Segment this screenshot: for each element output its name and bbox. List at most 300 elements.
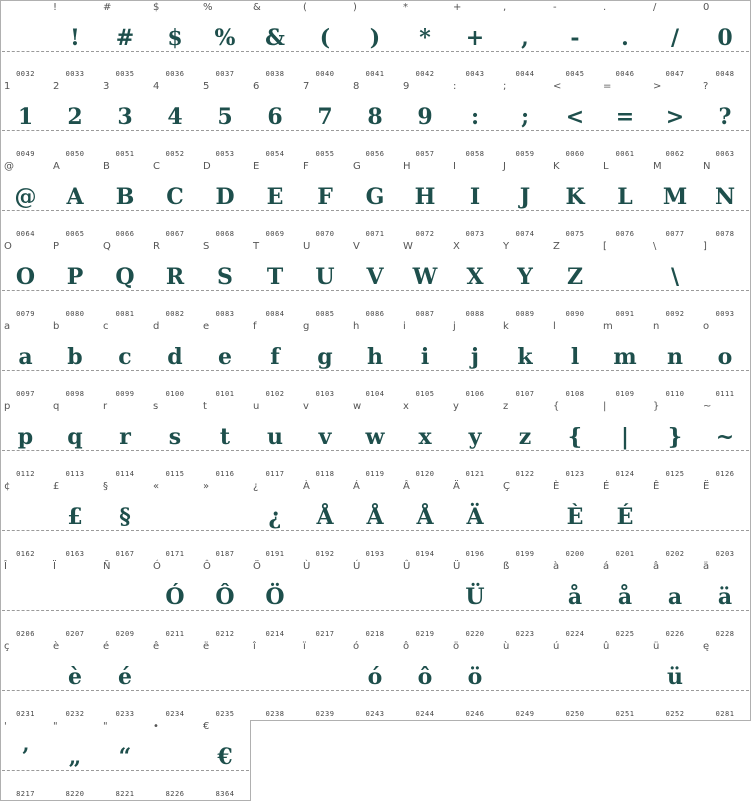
- glyph-cell: [650, 480, 701, 561]
- glyph-sample: J: [519, 184, 531, 210]
- glyph-code: 0252: [665, 710, 685, 718]
- baseline-guide: [2, 210, 49, 211]
- baseline-guide: [401, 290, 449, 291]
- glyph-cell: [350, 80, 401, 161]
- glyph-sample: “: [118, 744, 132, 770]
- glyph-sample: K: [565, 184, 585, 210]
- glyph-label: Á: [353, 481, 360, 492]
- baseline-guide: [201, 530, 249, 531]
- baseline-guide: [451, 530, 499, 531]
- glyph-label: g: [303, 321, 310, 332]
- baseline-guide: [51, 690, 99, 691]
- baseline-guide: [651, 370, 699, 371]
- baseline-guide: [51, 770, 99, 771]
- glyph-code: 0281: [715, 710, 735, 718]
- glyph-cell: [50, 400, 101, 481]
- glyph-sample: P: [66, 264, 84, 290]
- glyph-cell: [150, 560, 201, 641]
- baseline-guide: [701, 610, 749, 611]
- glyph-cell: [200, 160, 251, 241]
- baseline-guide: [351, 530, 399, 531]
- glyph-cell: [550, 0, 601, 81]
- glyph-cell: [700, 160, 751, 241]
- glyph-label: W: [403, 241, 413, 252]
- baseline-guide: [351, 51, 399, 52]
- glyph-cell: [500, 480, 551, 561]
- glyph-cell: [400, 480, 451, 561]
- glyph-sample: &: [265, 25, 285, 51]
- glyph-sample: 3: [117, 104, 133, 130]
- glyph-sample: 7: [317, 104, 333, 130]
- glyph-cell: [150, 160, 201, 241]
- glyph-code: 0070: [315, 230, 335, 238]
- baseline-guide: [251, 290, 299, 291]
- glyph-sample: o: [717, 344, 733, 370]
- baseline-guide: [501, 530, 549, 531]
- glyph-cell: [50, 720, 101, 801]
- baseline-guide: [701, 210, 749, 211]
- glyph-cell: [400, 400, 451, 481]
- glyph-code: 0071: [365, 230, 385, 238]
- glyph-sample: W: [412, 264, 438, 290]
- baseline-guide: [101, 210, 149, 211]
- glyph-sample: ): [369, 25, 381, 51]
- glyph-label: k: [503, 321, 509, 332]
- glyph-sample: ö: [467, 664, 483, 690]
- baseline-guide: [351, 290, 399, 291]
- glyph-label: *: [403, 2, 408, 13]
- glyph-label: >: [653, 81, 662, 92]
- glyph-code: 0193: [365, 550, 385, 558]
- baseline-guide: [651, 610, 699, 611]
- baseline-guide: [151, 210, 199, 211]
- glyph-sample: 6: [267, 104, 283, 130]
- glyph-sample: Ô: [215, 584, 235, 610]
- glyph-code: 0089: [515, 310, 535, 318]
- glyph-code: 0058: [465, 150, 485, 158]
- glyph-code: 0064: [16, 230, 35, 238]
- glyph-code: 0092: [665, 310, 685, 318]
- baseline-guide: [401, 51, 449, 52]
- glyph-label: C: [153, 161, 160, 172]
- glyph-sample: l: [570, 344, 580, 370]
- glyph-label: Ë: [703, 481, 710, 492]
- glyph-sample: E: [266, 184, 284, 210]
- glyph-code: 0084: [265, 310, 285, 318]
- glyph-label: È: [553, 481, 560, 492]
- glyph-cell: [350, 240, 401, 321]
- glyph-code: 0047: [665, 70, 685, 78]
- baseline-guide: [651, 51, 699, 52]
- glyph-sample: $: [167, 25, 183, 51]
- glyph-code: 0232: [65, 710, 85, 718]
- glyph-cell: [700, 320, 751, 401]
- glyph-label: Ü: [453, 561, 461, 572]
- glyph-label: ¢: [4, 481, 11, 492]
- glyph-sample: X: [466, 264, 484, 290]
- glyph-label: I: [453, 161, 456, 172]
- glyph-label: ê: [153, 641, 160, 652]
- glyph-code: 8221: [115, 790, 135, 798]
- glyph-cell: [650, 560, 701, 641]
- baseline-guide: [501, 210, 549, 211]
- glyph-cell: [50, 160, 101, 241]
- glyph-label: /: [653, 2, 657, 13]
- baseline-guide: [301, 610, 349, 611]
- glyph-cell: [200, 640, 251, 721]
- glyph-code: 0231: [16, 710, 35, 718]
- glyph-cell: [300, 80, 351, 161]
- glyph-sample: 0: [717, 25, 733, 51]
- glyph-cell: [350, 480, 401, 561]
- glyph-cell: [600, 80, 651, 161]
- glyph-code: 0203: [715, 550, 735, 558]
- glyph-code: 0112: [16, 470, 35, 478]
- glyph-sample: \: [670, 264, 680, 290]
- glyph-sample: ¿: [268, 504, 282, 530]
- glyph-code: 0209: [115, 630, 135, 638]
- glyph-label: ;: [503, 81, 507, 92]
- glyph-sample: r: [119, 424, 131, 450]
- glyph-code: 0059: [515, 150, 535, 158]
- glyph-code: 0212: [215, 630, 235, 638]
- glyph-label: ?: [703, 81, 709, 92]
- glyph-label: 1: [4, 81, 11, 92]
- glyph-code: 0191: [265, 550, 285, 558]
- glyph-sample: @: [14, 184, 37, 210]
- glyph-label: 8: [353, 81, 360, 92]
- baseline-guide: [401, 450, 449, 451]
- baseline-guide: [351, 130, 399, 131]
- glyph-sample: :: [470, 104, 480, 130]
- glyph-sample: Ü: [465, 584, 485, 610]
- baseline-guide: [101, 530, 149, 531]
- glyph-sample: O: [15, 264, 36, 290]
- glyph-cell: [500, 160, 551, 241]
- glyph-cell: [350, 640, 401, 721]
- glyph-label: T: [253, 241, 260, 252]
- glyph-label: Û: [403, 561, 411, 572]
- baseline-guide: [551, 210, 599, 211]
- glyph-label: ": [53, 721, 58, 732]
- glyph-code: 0167: [115, 550, 135, 558]
- glyph-label: -: [553, 2, 557, 13]
- glyph-label: l: [553, 321, 556, 332]
- glyph-cell: [50, 0, 101, 81]
- glyph-sample: q: [67, 424, 83, 450]
- glyph-code: 0038: [265, 70, 285, 78]
- glyph-cell: [100, 720, 151, 801]
- glyph-code: 0104: [365, 390, 385, 398]
- glyph-label: m: [603, 321, 613, 332]
- glyph-label: =: [603, 81, 612, 92]
- glyph-code: 0196: [465, 550, 485, 558]
- glyph-code: 0103: [315, 390, 335, 398]
- glyph-sample: 8: [367, 104, 383, 130]
- glyph-sample: e: [218, 344, 232, 370]
- glyph-label: P: [53, 241, 60, 252]
- glyph-sample: u: [267, 424, 283, 450]
- glyph-cell: [100, 400, 151, 481]
- glyph-code: 0076: [615, 230, 635, 238]
- glyph-sample: „: [68, 744, 82, 770]
- glyph-code: 0108: [565, 390, 585, 398]
- glyph-label: +: [453, 2, 462, 13]
- baseline-guide: [101, 370, 149, 371]
- glyph-cell: [300, 320, 351, 401]
- glyph-code: 0066: [115, 230, 135, 238]
- glyph-code: 0081: [115, 310, 135, 318]
- glyph-code: 0056: [365, 150, 385, 158]
- glyph-label: Ú: [353, 561, 361, 572]
- glyph-code: 0243: [365, 710, 385, 718]
- glyph-sample: h: [367, 344, 383, 370]
- baseline-guide: [2, 51, 49, 52]
- glyph-code: 0040: [315, 70, 335, 78]
- baseline-guide: [251, 130, 299, 131]
- baseline-guide: [401, 370, 449, 371]
- glyph-label: »: [203, 481, 210, 492]
- glyph-label: r: [103, 401, 108, 412]
- glyph-code: 0234: [165, 710, 185, 718]
- glyph-label: %: [203, 2, 213, 13]
- glyph-cell: [50, 480, 101, 561]
- glyph-cell: [600, 0, 651, 81]
- baseline-guide: [51, 130, 99, 131]
- glyph-code: 0249: [515, 710, 535, 718]
- glyph-code: 0080: [65, 310, 85, 318]
- glyph-cell: [700, 0, 751, 81]
- glyph-cell: [200, 320, 251, 401]
- glyph-label: N: [703, 161, 711, 172]
- glyph-code: 0200: [565, 550, 585, 558]
- glyph-sample: ó: [367, 664, 383, 690]
- glyph-label: 9: [403, 81, 410, 92]
- glyph-sample: H: [414, 184, 436, 210]
- glyph-code: 0067: [165, 230, 185, 238]
- glyph-code: 0051: [115, 150, 135, 158]
- baseline-guide: [301, 370, 349, 371]
- baseline-guide: [201, 130, 249, 131]
- glyph-label: S: [203, 241, 210, 252]
- glyph-sample: V: [366, 264, 384, 290]
- baseline-guide: [601, 130, 649, 131]
- glyph-code: 0121: [465, 470, 485, 478]
- baseline-guide: [201, 770, 249, 771]
- glyph-code: 0199: [515, 550, 535, 558]
- glyph-sample: x: [418, 424, 432, 450]
- glyph-cell: [550, 640, 601, 721]
- baseline-guide: [401, 530, 449, 531]
- glyph-cell: [200, 400, 251, 481]
- glyph-cell: [450, 0, 501, 81]
- glyph-sample: n: [667, 344, 683, 370]
- glyph-label: y: [453, 401, 459, 412]
- glyph-code: 0069: [265, 230, 285, 238]
- glyph-cell: [350, 320, 401, 401]
- glyph-label: K: [553, 161, 560, 172]
- baseline-guide: [701, 370, 749, 371]
- glyph-label: A: [53, 161, 60, 172]
- glyph-cell: [350, 400, 401, 481]
- glyph-code: 0120: [415, 470, 435, 478]
- glyph-label: À: [303, 481, 310, 492]
- glyph-code: 0194: [415, 550, 435, 558]
- glyph-sample: a: [667, 584, 683, 610]
- glyph-cell: [450, 640, 501, 721]
- glyph-cell: [100, 560, 151, 641]
- baseline-guide: [151, 130, 199, 131]
- glyph-cell: [600, 400, 651, 481]
- glyph-cell: [500, 640, 551, 721]
- glyph-label: û: [603, 641, 610, 652]
- glyph-code: 0122: [515, 470, 535, 478]
- glyph-code: 0043: [465, 70, 485, 78]
- glyph-code: 0046: [615, 70, 635, 78]
- baseline-guide: [651, 690, 699, 691]
- baseline-guide: [2, 370, 49, 371]
- baseline-guide: [401, 210, 449, 211]
- glyph-code: 0093: [715, 310, 735, 318]
- glyph-sample: ’: [21, 744, 30, 770]
- glyph-cell: [200, 480, 251, 561]
- glyph-label: 4: [153, 81, 160, 92]
- glyph-code: 0065: [65, 230, 85, 238]
- baseline-guide: [451, 290, 499, 291]
- glyph-code: 0041: [365, 70, 385, 78]
- glyph-label: O: [4, 241, 12, 252]
- glyph-label: 6: [253, 81, 260, 92]
- glyph-label: £: [53, 481, 60, 492]
- glyph-cell: [250, 320, 301, 401]
- glyph-sample: 2: [67, 104, 83, 130]
- glyph-sample: *: [419, 25, 431, 51]
- baseline-guide: [201, 210, 249, 211]
- glyph-label: X: [453, 241, 460, 252]
- glyph-code: 0219: [415, 630, 435, 638]
- glyph-cell: [150, 80, 201, 161]
- glyph-code: 0235: [215, 710, 235, 718]
- glyph-cell: [700, 80, 751, 161]
- glyph-cell: [450, 240, 501, 321]
- glyph-sample: j: [471, 344, 479, 370]
- glyph-sample: Å: [416, 504, 434, 530]
- baseline-guide: [501, 450, 549, 451]
- baseline-guide: [701, 290, 749, 291]
- baseline-guide: [351, 690, 399, 691]
- glyph-code: 0078: [715, 230, 735, 238]
- glyph-cell: [250, 400, 301, 481]
- glyph-code: 0224: [565, 630, 585, 638]
- glyph-label: Î: [4, 561, 7, 572]
- glyph-code: 0228: [715, 630, 735, 638]
- glyph-cell: [650, 320, 701, 401]
- glyph-sample: A: [66, 184, 84, 210]
- glyph-label: w: [353, 401, 362, 412]
- glyph-sample: c: [118, 344, 132, 370]
- glyph-cell: [200, 0, 251, 81]
- glyph-cell: [50, 560, 101, 641]
- glyph-sample: s: [168, 424, 182, 450]
- baseline-guide: [351, 370, 399, 371]
- glyph-sample: C: [166, 184, 184, 210]
- glyph-code: 0082: [165, 310, 185, 318]
- glyph-label: Ó: [153, 561, 161, 572]
- glyph-label: j: [453, 321, 456, 332]
- baseline-guide: [2, 690, 49, 691]
- glyph-label: ï: [303, 641, 306, 652]
- glyph-sample: L: [617, 184, 633, 210]
- glyph-code: 0091: [615, 310, 635, 318]
- glyph-sample: a: [18, 344, 33, 370]
- glyph-label: |: [603, 401, 607, 412]
- glyph-cell: [350, 560, 401, 641]
- glyph-code: 0107: [515, 390, 535, 398]
- glyph-label: i: [403, 321, 406, 332]
- glyph-cell: [400, 0, 451, 81]
- glyph-sample: å: [567, 584, 583, 610]
- glyph-sample: i: [420, 344, 430, 370]
- glyph-cell: [400, 160, 451, 241]
- glyph-cell: [450, 320, 501, 401]
- glyph-label: ¿: [253, 481, 259, 492]
- glyph-label: ö: [453, 641, 460, 652]
- glyph-code: 0062: [665, 150, 685, 158]
- glyph-code: 0115: [165, 470, 185, 478]
- glyph-label: f: [253, 321, 257, 332]
- baseline-guide: [401, 610, 449, 611]
- glyph-label: H: [403, 161, 411, 172]
- glyph-sample: v: [318, 424, 332, 450]
- glyph-cell: [300, 0, 351, 81]
- baseline-guide: [151, 290, 199, 291]
- glyph-code: 0042: [415, 70, 435, 78]
- baseline-guide: [251, 450, 299, 451]
- glyph-sample: (: [319, 25, 331, 51]
- glyph-label: ä: [703, 561, 710, 572]
- glyph-code: 0060: [565, 150, 585, 158]
- glyph-label: a: [4, 321, 11, 332]
- glyph-cell: [100, 160, 151, 241]
- glyph-label: :: [453, 81, 457, 92]
- glyph-cell: [450, 480, 501, 561]
- glyph-code: 0163: [65, 550, 85, 558]
- glyph-label: Ñ: [103, 561, 111, 572]
- glyph-label: Q: [103, 241, 111, 252]
- baseline-guide: [201, 690, 249, 691]
- glyph-sample: ü: [667, 664, 683, 690]
- glyph-label: q: [53, 401, 60, 412]
- baseline-guide: [451, 130, 499, 131]
- glyph-cell: [150, 320, 201, 401]
- glyph-sample: T: [266, 264, 284, 290]
- glyph-code: 0088: [465, 310, 485, 318]
- glyph-sample: I: [469, 184, 481, 210]
- glyph-code: 0118: [315, 470, 335, 478]
- glyph-sample: B: [115, 184, 135, 210]
- glyph-label: «: [153, 481, 160, 492]
- glyph-cell: [500, 560, 551, 641]
- glyph-code: 0048: [715, 70, 735, 78]
- glyph-cell: [550, 400, 601, 481]
- glyph-sample: ä: [717, 584, 733, 610]
- glyph-label: {: [553, 401, 560, 412]
- baseline-guide: [651, 290, 699, 291]
- baseline-guide: [151, 530, 199, 531]
- glyph-code: 0101: [215, 390, 235, 398]
- glyph-label: 7: [303, 81, 310, 92]
- glyph-sample: è: [68, 664, 82, 690]
